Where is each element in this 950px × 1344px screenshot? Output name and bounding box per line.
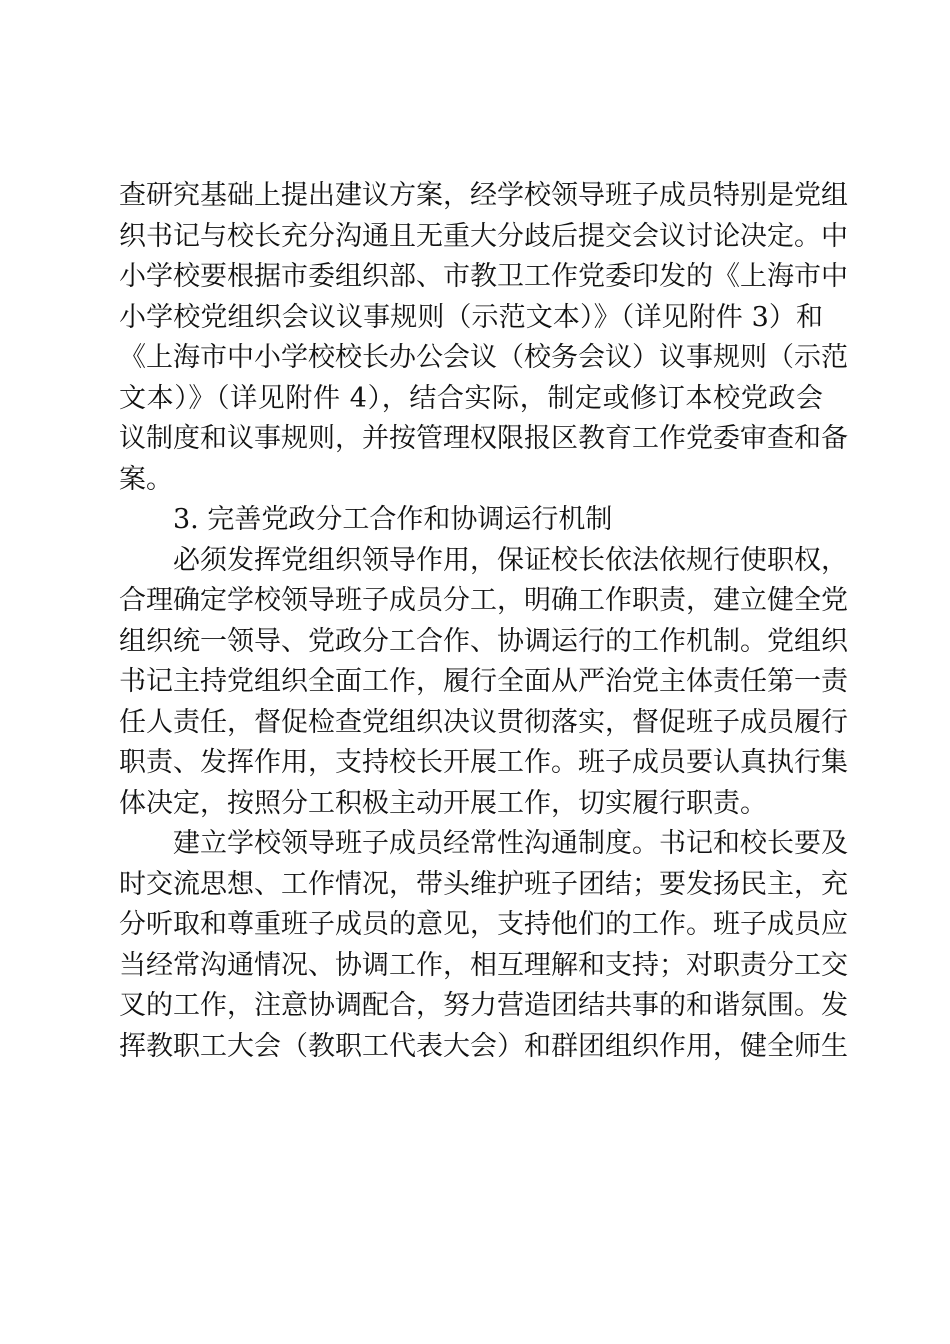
- text-line: 《上海市中小学校校长办公会议（校务会议）议事规则（示范: [119, 342, 848, 373]
- text-line: 书记主持党组织全面工作，履行全面从严治党主体责任第一责: [119, 666, 848, 697]
- text-line: 建立学校领导班子成员经常性沟通制度。书记和校长要及: [173, 828, 848, 859]
- text-line: 查研究基础上提出建议方案，经学校领导班子成员特别是党组: [119, 180, 848, 211]
- text-line: 当经常沟通情况、协调工作，相互理解和支持；对职责分工交: [119, 949, 848, 981]
- text-line: 分听取和尊重班子成员的意见，支持他们的工作。班子成员应: [119, 909, 848, 940]
- text-line: 体决定，按照分工积极主动开展工作，切实履行职责。: [119, 787, 767, 819]
- text-line: 合理确定学校领导班子成员分工，明确工作职责，建立健全党: [119, 585, 848, 616]
- text-line: 叉的工作，注意协调配合，努力营造团结共事的和谐氛围。发: [119, 990, 848, 1021]
- text-line: 织书记与校长充分沟通且无重大分歧后提交会议讨论决定。中: [119, 220, 848, 252]
- text-line: 挥教职工大会（教职工代表大会）和群团组织作用，健全师生: [119, 1030, 848, 1062]
- text-line: 职责、发挥作用，支持校长开展工作。班子成员要认真执行集: [119, 747, 848, 778]
- text-line: 小学校党组织会议议事规则（示范文本）》（详见附件 3）和: [119, 301, 823, 333]
- text-line: 任人责任，督促检查党组织决议贯彻落实，督促班子成员履行: [119, 706, 848, 738]
- text-line: 组织统一领导、党政分工合作、协调运行的工作机制。党组织: [119, 625, 848, 657]
- text-line: 议制度和议事规则，并按管理权限报区教育工作党委审查和备: [119, 423, 848, 454]
- text-line: 必须发挥党组织领导作用，保证校长依法依规行使职权，: [173, 544, 848, 576]
- text-line: 文本）》（详见附件 4），结合实际，制定或修订本校党政会: [119, 382, 823, 414]
- text-line: 案。: [119, 463, 173, 495]
- section-heading: 3. 完善党政分工合作和协调运行机制: [173, 504, 613, 535]
- text-line: 小学校要根据市委组织部、市教卫工作党委印发的《上海市中: [119, 261, 848, 292]
- text-line: 时交流思想、工作情况，带头维护班子团结；要发扬民主，充: [119, 868, 848, 900]
- body-text: [119, 176, 848, 1067]
